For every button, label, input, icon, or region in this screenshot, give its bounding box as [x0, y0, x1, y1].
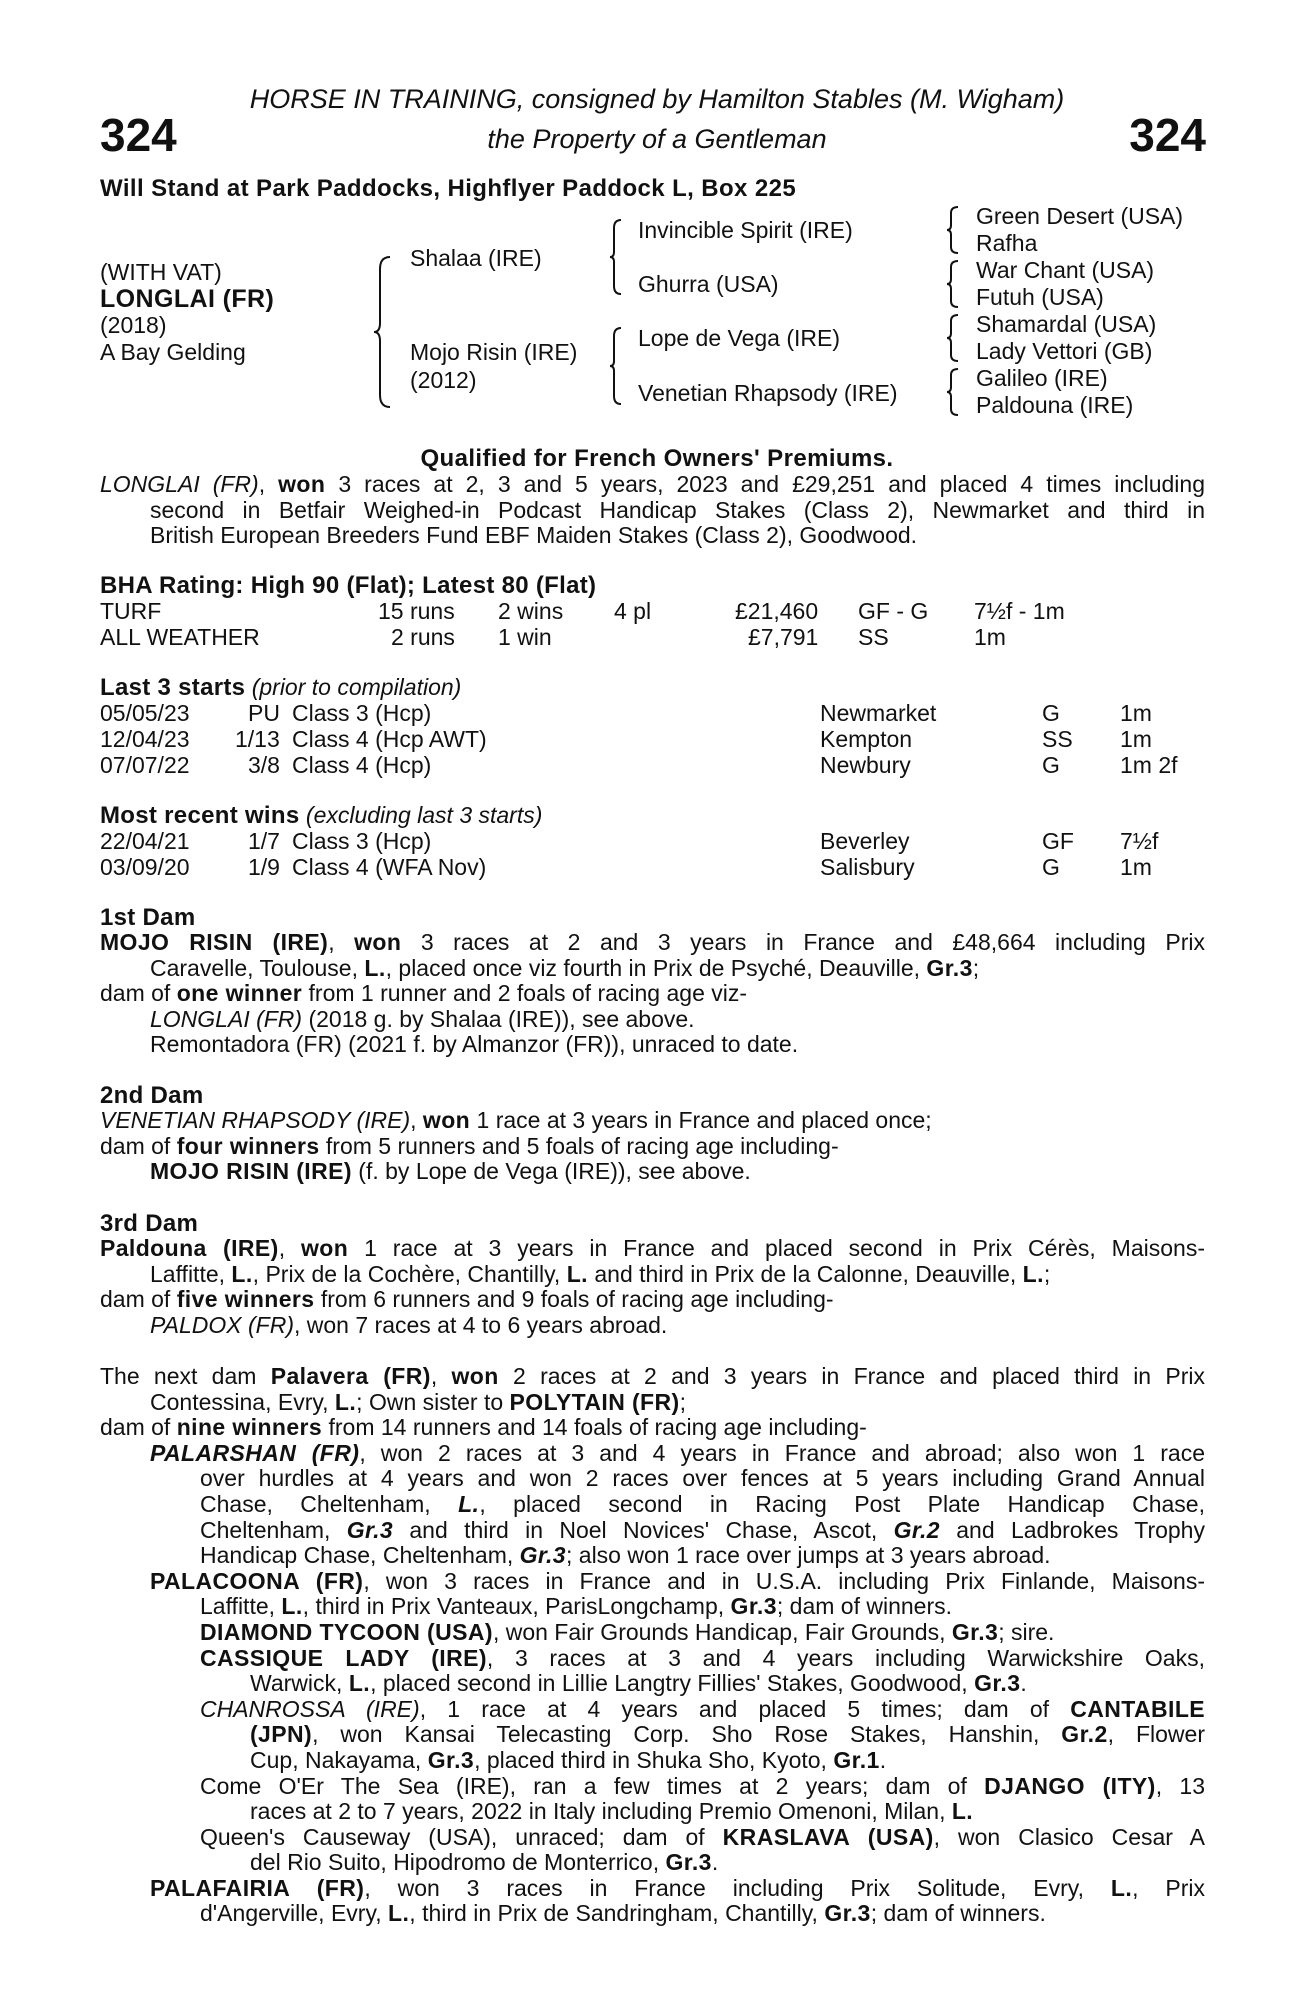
start-date: 05/05/23 [100, 700, 190, 726]
start-course: Newbury [820, 752, 911, 778]
ancestor-g3: War Chant (USA) [976, 257, 1155, 283]
recent-heading [100, 802, 542, 830]
queens-causeway-line-1a: Queen's Causeway (USA), unraced; dam of [200, 1823, 723, 1850]
group-label: Gr.3 [519, 1542, 566, 1569]
group-label: Gr.3 [824, 1900, 871, 1927]
group-label: Gr.2 [893, 1516, 940, 1543]
win-position: 1/9 [248, 854, 280, 880]
queens-causeway-line-2b: . [711, 1849, 719, 1876]
sire-brace [608, 218, 624, 298]
next-dam-intro: The next dam [100, 1363, 271, 1389]
rating-runs: 2 runs [391, 624, 455, 650]
rating-wins: 1 win [498, 624, 552, 650]
next-dam-name: Palavera (FR) [270, 1363, 431, 1389]
lot-number-left: 324 [100, 109, 177, 161]
listed-label: L. [458, 1490, 480, 1517]
group-label: Gr.2 [1061, 1721, 1108, 1748]
diamond-tycoon-entry [150, 1620, 1205, 1646]
cassique-lady-entry [150, 1646, 1205, 1697]
first-dam-line-1: 3 races at 2 and 3 years in France and £48,664 including Prix [401, 929, 1205, 955]
premiums-line: Qualified for French Owners' Premiums. [420, 445, 894, 472]
start-position: PU [248, 700, 280, 726]
g-brace-1 [946, 205, 960, 255]
ancestor-g1: Green Desert (USA) [976, 203, 1184, 229]
ancestor-g5: Shamardal (USA) [976, 311, 1157, 337]
first-dam-section: MOJO RISIN (IRE), won 3 races at 2 and 3 years in France and £48,664 including Prix Caravelle, Toulouse, L., placed once viz fourth in Prix de Psyché, Deauville, Gr.3; dam of one winner from 1 runner and 2 foals of racing age viz- LONGLAI (FR) (2018 g. by Shalaa (IRE)), see above. Remontadora (FR) (2021 f. by Almanzor (FR)), unraced to date. [100, 929, 1205, 1058]
dam-brace [608, 326, 624, 408]
third-dam-heading: 3rd Dam [100, 1210, 199, 1237]
next-dam-section [100, 1364, 1205, 1927]
start-position: 3/8 [248, 752, 280, 778]
ancestor-g4: Futuh (USA) [976, 284, 1104, 310]
third-dam-line-3c: from 6 runners and 9 foals of racing age including- [314, 1286, 834, 1313]
listed-label: L. [1022, 1260, 1044, 1287]
second-dam-produce: (f. by Lope de Vega (IRE)), see above. [351, 1158, 751, 1185]
ancestor-g6: Lady Vettori (GB) [976, 338, 1153, 364]
summary-line-2: second in Betfair Weighed-in Podcast Handicap Stakes (Class 2), Newmarket and third in [150, 496, 1205, 523]
bha-rating-heading: BHA Rating: High 90 (Flat); Latest 80 (Flat) [100, 572, 597, 599]
palacoona-name: PALACOONA (FR) [150, 1567, 364, 1594]
dam-name: Mojo Risin (IRE) [410, 339, 578, 365]
chanrossa-name: CHANROSSA (IRE) [200, 1695, 420, 1722]
listed-label: L. [281, 1593, 303, 1620]
palacoona-line-1: , won 3 races in France and in U.S.A. including Prix Finlande, Maisons- [363, 1567, 1205, 1594]
chanrossa-line-1a: , 1 race at 4 years and placed 5 times; dam of [419, 1695, 1071, 1722]
first-dam-line-3c: from 1 runner and 2 foals of racing age viz- [302, 980, 748, 1007]
group-label: Gr.3 [974, 1670, 1021, 1697]
dam-sire: Lope de Vega (IRE) [638, 325, 841, 351]
first-dam-heading: 1st Dam [100, 904, 196, 931]
diamond-tycoon-line-1b: ; sire. [998, 1618, 1055, 1645]
rating-surface: ALL WEATHER [100, 624, 260, 650]
third-dam-line-1: 1 race at 3 years in France and placed second in Prix Cérès, Maisons- [348, 1235, 1205, 1261]
summary-line-1: 3 races at 2, 3 and 5 years, 2023 and £29,251 and placed 4 times including [325, 471, 1205, 497]
group-label: Gr.3 [665, 1849, 712, 1876]
rating-going: SS [858, 624, 889, 650]
palafairia-line-2c: ; dam of winners. [870, 1900, 1046, 1927]
last3-note: (prior to compilation) [245, 674, 462, 700]
next-dam-winners: nine winners [176, 1414, 323, 1441]
group-label: Gr.3 [926, 954, 973, 981]
lot-number-right: 324 [1129, 109, 1206, 161]
own-sister-name: POLYTAIN (FR) [509, 1388, 680, 1415]
vat-label: (WITH VAT) [100, 259, 222, 285]
diamond-tycoon-name: DIAMOND TYCOON (USA) [200, 1618, 493, 1645]
cassique-lady-name: CASSIQUE LADY (IRE) [200, 1644, 487, 1671]
win-going: GF [1042, 828, 1074, 854]
second-dam-line-1: 1 race at 3 years in France and placed once; [470, 1107, 932, 1133]
palacoona-line-2c: ; dam of winners. [776, 1593, 953, 1620]
first-dam-produce-1-name: LONGLAI (FR) [150, 1005, 303, 1032]
property-line: the Property of a Gentleman [487, 124, 827, 154]
palarshan-line-4c: and Ladbrokes Trophy [939, 1516, 1205, 1543]
palarshan-line-3b: , placed second in Racing Post Plate Handicap Chase, [479, 1490, 1205, 1517]
next-dam-comma: , [430, 1363, 452, 1389]
come-oer-line-2a: races at 2 to 7 years, 2022 in Italy including Premio Omenoni, Milan, [250, 1798, 952, 1825]
group-label: Gr.3 [951, 1618, 999, 1645]
g-brace-3 [946, 313, 960, 363]
g-brace-2 [946, 259, 960, 309]
g-brace-4 [946, 367, 960, 417]
start-distance: 1m [1120, 726, 1152, 752]
palarshan-line-1: , won 2 races at 3 and 4 years in France and abroad; also won 1 race [359, 1439, 1206, 1466]
third-dam-name: Paldouna (IRE) [100, 1235, 279, 1261]
third-dam-line-2c: and third in Prix de la Calonne, Deauville, [587, 1260, 1023, 1287]
win-distance: 1m [1120, 854, 1152, 880]
ancestor-g8: Paldouna (IRE) [976, 392, 1134, 418]
next-dam-line-2a: Contessina, Evry, [150, 1388, 335, 1415]
next-dam-line-3a: dam of [100, 1414, 177, 1441]
start-distance: 1m [1120, 700, 1152, 726]
first-dam-line-2a: Caravelle, Toulouse, [150, 954, 365, 981]
group-label: Gr.3 [427, 1746, 475, 1773]
chanrossa-line-3a: Cup, Nakayama, [250, 1746, 428, 1773]
win-date: 22/04/21 [100, 828, 190, 854]
third-dam-produce: , won 7 races at 4 to 6 years abroad. [293, 1311, 668, 1338]
first-dam-won: won [354, 929, 402, 955]
next-dam-line-2e: ; [679, 1388, 686, 1415]
palacoona-line-2b: , third in Prix Vanteaux, ParisLongchamp, [302, 1593, 731, 1620]
palacoona-line-2a: Laffitte, [200, 1593, 282, 1620]
sire-name: Shalaa (IRE) [410, 245, 542, 271]
recent-note: (excluding last 3 starts) [299, 802, 543, 828]
first-dam-produce-2: Remontadora (FR) (2021 f. by Almanzor (FR)), unraced to date. [150, 1031, 799, 1058]
rating-money: £21,460 [735, 598, 819, 624]
chanrossa-line-2c: , Flower [1107, 1721, 1205, 1748]
third-dam-produce-name: PALDOX (FR) [150, 1311, 294, 1338]
third-dam-line-3a: dam of [100, 1286, 177, 1313]
rating-placed: 4 pl [614, 598, 652, 624]
second-dam-winners: four winners [176, 1132, 320, 1159]
listed-label: L. [334, 1388, 357, 1415]
palafairia-line-2b: , third in Prix de Sandringham, Chantilly, [409, 1900, 825, 1927]
win-distance: 7½f [1120, 828, 1159, 854]
first-dam-line-3a: dam of [100, 980, 177, 1007]
summary-horse-name: LONGLAI (FR) [100, 471, 259, 497]
third-dam-line-2a: Laffitte, [150, 1260, 232, 1287]
pedigree-brace-main [372, 255, 394, 410]
rating-surface: TURF [100, 598, 162, 624]
come-oer-the-sea-entry [150, 1774, 1205, 1825]
come-oer-line-1a: Come O'Er The Sea (IRE), ran a few times at 2 years; dam of [200, 1772, 985, 1799]
rating-runs: 15 runs [378, 598, 455, 624]
start-date: 12/04/23 [100, 726, 190, 752]
diamond-tycoon-line-1a: , won Fair Grounds Handicap, Fair Grounds, [492, 1618, 952, 1645]
listed-label: L. [348, 1670, 371, 1697]
first-dam-line-2c: ; [972, 954, 980, 981]
palarshan-line-5a: Handicap Chase, Cheltenham, [200, 1542, 520, 1569]
palarshan-line-4a: Cheltenham, [200, 1516, 347, 1543]
palafairia-line-1a: , won 3 races in France including Prix Solitude, Evry, [364, 1874, 1111, 1901]
start-course: Newmarket [820, 700, 937, 726]
second-dam-heading: 2nd Dam [100, 1082, 204, 1109]
listed-label: L. [1110, 1874, 1133, 1901]
palacoona-entry [100, 1569, 1205, 1876]
cantabile-name: CANTABILE [1070, 1695, 1206, 1722]
start-distance: 1m 2f [1120, 752, 1178, 778]
ancestor-g2: Rafha [976, 230, 1038, 256]
queens-causeway-line-2a: del Rio Suito, Hipodromo de Monterrico, [250, 1849, 666, 1876]
dam-year: (2012) [410, 367, 477, 393]
win-course: Salisbury [820, 854, 915, 880]
first-dam-line-2b: , placed once viz fourth in Prix de Psyché, Deauville, [385, 954, 927, 981]
palarshan-line-5b: ; also won 1 race over jumps at 3 years abroad. [566, 1542, 1051, 1569]
come-oer-line-1c: , 13 [1155, 1772, 1205, 1799]
chanrossa-line-3b: , placed third in Shuka Sho, Kyoto, [474, 1746, 834, 1773]
cassique-lady-line-1: , 3 races at 3 and 4 years including Warwickshire Oaks, [486, 1644, 1205, 1671]
kraslava-name: KRASLAVA (USA) [722, 1823, 934, 1850]
rating-distance: 7½f - 1m [974, 598, 1065, 624]
listed-label: L. [951, 1798, 974, 1825]
consignment-line: HORSE IN TRAINING, consigned by Hamilton Stables (M. Wigham) [249, 84, 1065, 114]
cassique-lady-line-2a: Warwick, [250, 1670, 349, 1697]
palafairia-entry [100, 1876, 1205, 1927]
second-dam-line-2c: from 5 runners and 5 foals of racing age including- [319, 1132, 839, 1159]
win-date: 03/09/20 [100, 854, 190, 880]
queens-causeway-line-1c: , won Clasico Cesar A [933, 1823, 1206, 1850]
next-dam-line-2c: ; Own sister to [356, 1388, 510, 1415]
third-dam-line-2d: ; [1043, 1260, 1051, 1287]
dam-dam: Venetian Rhapsody (IRE) [638, 380, 898, 406]
listed-label: L. [566, 1260, 588, 1287]
palafairia-name: PALAFAIRIA (FR) [150, 1874, 365, 1901]
start-going: G [1042, 700, 1060, 726]
third-dam-section: Paldouna (IRE), won 1 race at 3 years in France and placed second in Prix Cérès, Maisons- Laffitte, L., Prix de la Cochère, Chantilly, L. and third in Prix de la Calonne, Deauville, L.; dam of five winners from 6 runners and 9 foals of racing age including- PALDOX (FR), won 7 races at 4 to 6 years abroad. [100, 1235, 1205, 1338]
palarshan-name: PALARSHAN (FR) [150, 1439, 360, 1466]
start-date: 07/07/22 [100, 752, 190, 778]
start-class: Class 3 (Hcp) [292, 700, 432, 726]
win-class: Class 4 (WFA Nov) [292, 854, 487, 880]
sire-dam: Ghurra (USA) [638, 271, 779, 297]
next-dam-won: won [451, 1363, 499, 1389]
recent-title: Most recent wins [100, 802, 300, 829]
next-dam-line-1: 2 races at 2 and 3 years in France and placed third in Prix [498, 1363, 1205, 1389]
start-class: Class 4 (Hcp) [292, 752, 432, 778]
last3-heading [100, 674, 461, 702]
first-dam-name: MOJO RISIN (IRE) [100, 929, 329, 955]
last3-title: Last 3 starts [100, 674, 246, 701]
start-going: G [1042, 752, 1060, 778]
listed-label: L. [231, 1260, 253, 1287]
third-dam-won: won [300, 1235, 349, 1261]
rating-distance: 1m [974, 624, 1006, 650]
stabling-line: Will Stand at Park Paddocks, Highflyer Paddock L, Box 225 [100, 175, 797, 202]
palafairia-line-2a: d'Angerville, Evry, [200, 1900, 389, 1927]
win-class: Class 3 (Hcp) [292, 828, 432, 854]
palarshan-entry [100, 1441, 1205, 1569]
summary-won: won [278, 471, 326, 497]
horse-description: A Bay Gelding [100, 339, 246, 365]
chanrossa-entry [150, 1697, 1205, 1774]
django-name: DJANGO (ITY) [984, 1772, 1156, 1799]
second-dam-produce-name: MOJO RISIN (IRE) [150, 1158, 352, 1185]
win-position: 1/7 [248, 828, 280, 854]
group-label: Gr.3 [346, 1516, 394, 1543]
cassique-lady-line-2c: . [1020, 1670, 1027, 1697]
second-dam-won: won [422, 1107, 471, 1133]
second-dam-line-2a: dam of [100, 1132, 177, 1159]
group-label: Gr.3 [730, 1593, 777, 1620]
queens-causeway-entry [150, 1825, 1205, 1876]
ancestor-g7: Galileo (IRE) [976, 365, 1108, 391]
horse-name: LONGLAI (FR) [100, 285, 275, 313]
start-position: 1/13 [235, 726, 280, 752]
rating-wins: 2 wins [498, 598, 564, 624]
first-dam-winners: one winner [176, 980, 303, 1007]
start-class: Class 4 (Hcp AWT) [292, 726, 487, 752]
cantabile-suffix: (JPN) [250, 1721, 313, 1748]
horse-year: (2018) [100, 312, 167, 338]
race-summary: LONGLAI (FR), won 3 races at 2, 3 and 5 years, 2023 and £29,251 and placed 4 times including second in Betfair Weighed-in Podcast Handicap Stakes (Class 2), Newmarket and third in British European Breeders Fund EBF Maiden Stakes (Class 2), Goodwood. [100, 471, 1205, 549]
palarshan-line-2: over hurdles at 4 years and won 2 races over fences at 5 years including Grand Annual [200, 1465, 1205, 1492]
palafairia-line-1b: , Prix [1132, 1874, 1206, 1901]
second-dam-name: VENETIAN RHAPSODY (IRE) [100, 1107, 411, 1133]
next-dam-line-3c: from 14 runners and 14 foals of racing age including- [322, 1414, 867, 1441]
second-dam-section: VENETIAN RHAPSODY (IRE), won 1 race at 3 years in France and placed once; dam of four winners from 5 runners and 5 foals of racing age including- MOJO RISIN (IRE) (f. by Lope de Vega (IRE)), see above. [100, 1107, 932, 1185]
sire-sire: Invincible Spirit (IRE) [638, 217, 853, 243]
third-dam-line-2b: , Prix de la Cochère, Chantilly, [252, 1260, 567, 1287]
cassique-lady-line-2b: , placed second in Lillie Langtry Fillies' Stakes, Goodwood, [370, 1670, 975, 1697]
palarshan-line-3a: Chase, Cheltenham, [200, 1490, 459, 1517]
first-dam-produce-1: (2018 g. by Shalaa (IRE)), see above. [302, 1005, 695, 1032]
listed-label: L. [364, 954, 386, 981]
rating-money: £7,791 [748, 624, 819, 650]
rating-going: GF - G [858, 598, 929, 624]
palarshan-line-4b: and third in Noel Novices' Chase, Ascot, [393, 1516, 894, 1543]
chanrossa-line-2b: , won Kansai Telecasting Corp. Sho Rose Stakes, Hanshin, [312, 1721, 1062, 1748]
start-going: SS [1042, 726, 1073, 752]
win-course: Beverley [820, 828, 910, 854]
listed-label: L. [388, 1900, 410, 1927]
start-course: Kempton [820, 726, 913, 752]
group-label: Gr.1 [833, 1746, 880, 1773]
third-dam-winners: five winners [176, 1286, 315, 1313]
chanrossa-line-3c: . [879, 1746, 887, 1773]
win-going: G [1042, 854, 1060, 880]
summary-line-3: British European Breeders Fund EBF Maiden Stakes (Class 2), Goodwood. [150, 522, 918, 549]
